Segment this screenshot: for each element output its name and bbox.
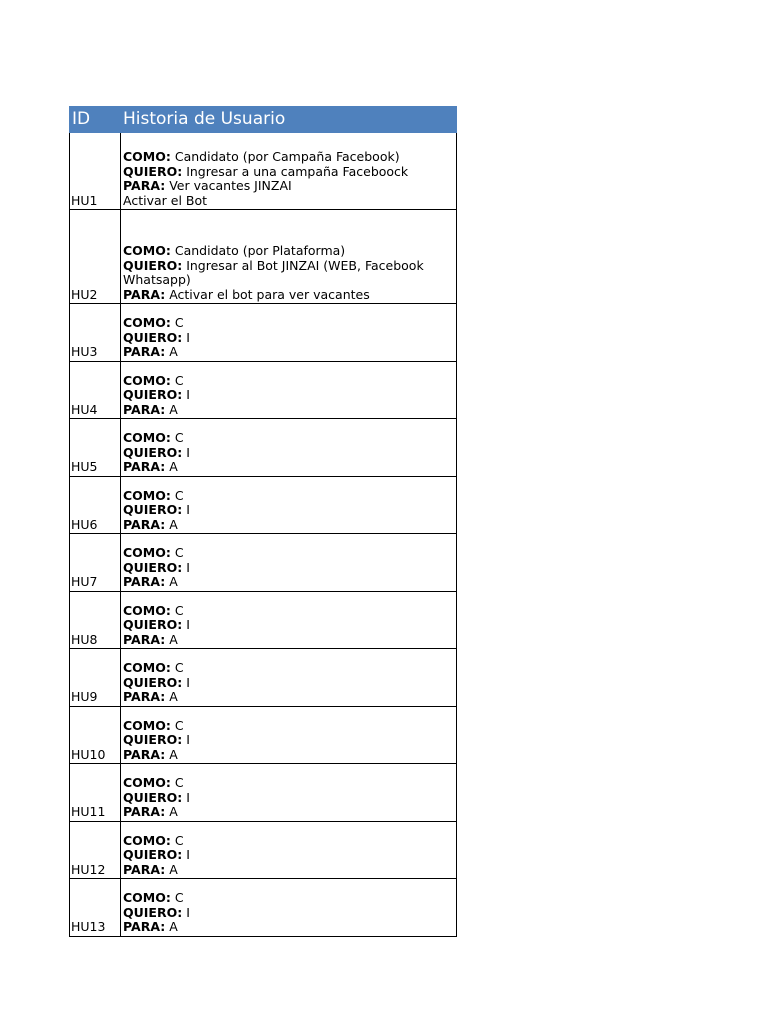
story-quiero-value: I bbox=[186, 904, 190, 920]
story-como-value: C bbox=[174, 832, 184, 848]
story-cell bbox=[121, 649, 457, 707]
row-id: HU4 bbox=[70, 361, 121, 419]
table-row bbox=[70, 210, 457, 304]
story-como-value: Candidato (por Campaña Facebook) bbox=[174, 149, 400, 164]
story-como-line bbox=[123, 489, 454, 504]
story-cell bbox=[121, 476, 457, 534]
story-para-line bbox=[123, 805, 454, 820]
story-quiero-value: I bbox=[186, 444, 190, 460]
story-para-value: A bbox=[169, 574, 178, 589]
story-quiero-line bbox=[123, 676, 454, 691]
story-quiero-line bbox=[123, 848, 454, 863]
story-como-value: Candidato (por Plataforma) bbox=[174, 243, 346, 258]
story-cell bbox=[121, 133, 457, 210]
story-como-label: COMO: bbox=[123, 660, 171, 675]
story-para-label: PARA: bbox=[123, 746, 166, 762]
story-quiero-label: QUIERO: bbox=[123, 329, 183, 345]
table-header-row bbox=[70, 107, 457, 133]
story-como-line bbox=[123, 244, 454, 259]
story-para-label: PARA: bbox=[123, 804, 166, 819]
row-id: HU6 bbox=[70, 476, 121, 534]
story-para-line bbox=[123, 345, 454, 360]
row-id: HU11 bbox=[70, 764, 121, 822]
story-como-line bbox=[123, 604, 454, 619]
story-como-line bbox=[123, 546, 454, 561]
story-quiero-line bbox=[123, 388, 454, 403]
story-quiero-line bbox=[123, 446, 454, 461]
story-como-line bbox=[123, 661, 454, 676]
story-para-value: A bbox=[169, 919, 178, 934]
story-quiero-line bbox=[123, 331, 454, 346]
story-para-line bbox=[123, 179, 454, 194]
story-como-value: C bbox=[174, 372, 184, 388]
story-para-label: PARA: bbox=[123, 689, 166, 704]
story-como-value: C bbox=[174, 890, 184, 905]
story-quiero-value: I bbox=[186, 617, 190, 632]
story-como-line bbox=[123, 776, 454, 791]
story-cell bbox=[121, 361, 457, 419]
story-para-value: A bbox=[169, 861, 178, 877]
story-para-line bbox=[123, 863, 454, 878]
story-quiero-label: QUIERO: bbox=[123, 502, 183, 517]
story-quiero-line bbox=[123, 259, 454, 288]
table-body bbox=[70, 133, 457, 937]
story-quiero-value: I bbox=[186, 502, 190, 517]
story-quiero-label: QUIERO: bbox=[123, 163, 183, 179]
story-para-value: A bbox=[169, 689, 178, 704]
story-como-label: COMO: bbox=[123, 832, 171, 848]
story-como-value: C bbox=[174, 775, 184, 790]
story-cell bbox=[121, 764, 457, 822]
row-id: HU2 bbox=[70, 210, 121, 304]
story-como-value: C bbox=[174, 315, 184, 330]
story-para-value: A bbox=[169, 459, 178, 474]
story-como-label: COMO: bbox=[123, 243, 171, 258]
story-como-line bbox=[123, 316, 454, 331]
story-quiero-value: I bbox=[186, 559, 190, 575]
story-para-value: A bbox=[169, 516, 178, 532]
story-como-label: COMO: bbox=[123, 717, 171, 733]
story-para-line bbox=[123, 288, 454, 303]
story-quiero-value: I bbox=[186, 789, 190, 805]
row-id: HU3 bbox=[70, 304, 121, 362]
story-quiero-line bbox=[123, 503, 454, 518]
table-row bbox=[70, 821, 457, 879]
story-quiero-value: I bbox=[186, 329, 190, 345]
story-como-line bbox=[123, 891, 454, 906]
story-como-label: COMO: bbox=[123, 890, 171, 905]
story-para-label: PARA: bbox=[123, 344, 166, 359]
table-row bbox=[70, 419, 457, 477]
story-para-label: PARA: bbox=[123, 631, 166, 647]
story-como-value: C bbox=[174, 717, 184, 733]
story-quiero-line bbox=[123, 733, 454, 748]
story-para-line bbox=[123, 403, 454, 418]
story-como-line bbox=[123, 431, 454, 446]
story-como-value: C bbox=[174, 545, 184, 560]
table-row bbox=[70, 534, 457, 592]
table-row bbox=[70, 706, 457, 764]
story-quiero-label: QUIERO: bbox=[123, 904, 183, 920]
table-row bbox=[70, 591, 457, 649]
story-quiero-value: I bbox=[186, 674, 190, 690]
story-quiero-value: Ingresar al Bot JINZAI (WEB, Facebook Whatsapp) bbox=[123, 257, 424, 287]
story-como-line bbox=[123, 834, 454, 849]
story-quiero-value: I bbox=[186, 387, 190, 402]
story-como-line bbox=[123, 719, 454, 734]
story-para-value: A bbox=[169, 344, 178, 359]
story-quiero-value: Ingresar a una campaña Faceboock bbox=[186, 163, 409, 179]
story-quiero-label: QUIERO: bbox=[123, 789, 183, 805]
story-para-label: PARA: bbox=[123, 516, 166, 532]
story-para-value: Activar el bot para ver vacantes bbox=[169, 286, 370, 302]
story-quiero-label: QUIERO: bbox=[123, 257, 183, 273]
story-como-label: COMO: bbox=[123, 775, 171, 790]
story-cell bbox=[121, 534, 457, 592]
table-row bbox=[70, 476, 457, 534]
story-como-label: COMO: bbox=[123, 149, 171, 164]
story-como-label: COMO: bbox=[123, 545, 171, 560]
table-row bbox=[70, 133, 457, 210]
story-para-line bbox=[123, 920, 454, 935]
user-stories-sheet bbox=[69, 106, 456, 937]
row-id: HU8 bbox=[70, 591, 121, 649]
story-como-value: C bbox=[174, 487, 184, 503]
story-para-line bbox=[123, 575, 454, 590]
row-id: HU1 bbox=[70, 133, 121, 210]
story-para-label: PARA: bbox=[123, 861, 166, 877]
story-cell bbox=[121, 879, 457, 937]
header-id: ID bbox=[70, 107, 121, 133]
story-cell bbox=[121, 821, 457, 879]
story-como-label: COMO: bbox=[123, 487, 171, 503]
row-id: HU7 bbox=[70, 534, 121, 592]
user-stories-table bbox=[69, 106, 457, 937]
story-como-label: COMO: bbox=[123, 372, 171, 388]
table-row bbox=[70, 879, 457, 937]
story-quiero-label: QUIERO: bbox=[123, 387, 183, 402]
story-quiero-line bbox=[123, 165, 454, 180]
story-quiero-label: QUIERO: bbox=[123, 617, 183, 632]
story-para-line bbox=[123, 460, 454, 475]
story-quiero-label: QUIERO: bbox=[123, 444, 183, 460]
story-quiero-label: QUIERO: bbox=[123, 847, 183, 862]
story-cell bbox=[121, 304, 457, 362]
story-como-label: COMO: bbox=[123, 430, 171, 445]
story-como-label: COMO: bbox=[123, 315, 171, 330]
story-para-value: A bbox=[169, 804, 178, 819]
row-id: HU10 bbox=[70, 706, 121, 764]
story-para-label: PARA: bbox=[123, 459, 166, 474]
story-para-label: PARA: bbox=[123, 574, 166, 589]
story-quiero-line bbox=[123, 906, 454, 921]
story-cell bbox=[121, 210, 457, 304]
story-para-line bbox=[123, 518, 454, 533]
story-para-value: A bbox=[169, 401, 178, 417]
story-quiero-value: I bbox=[186, 732, 190, 747]
story-cell bbox=[121, 419, 457, 477]
story-para-value: A bbox=[169, 631, 178, 647]
story-cell bbox=[121, 706, 457, 764]
table-row bbox=[70, 764, 457, 822]
story-extra-line: Activar el Bot bbox=[123, 192, 208, 208]
table-row bbox=[70, 361, 457, 419]
header-story: Historia de Usuario bbox=[121, 107, 457, 133]
row-id: HU12 bbox=[70, 821, 121, 879]
story-quiero-label: QUIERO: bbox=[123, 732, 183, 747]
story-como-value: C bbox=[174, 660, 184, 675]
row-id: HU13 bbox=[70, 879, 121, 937]
story-para-label: PARA: bbox=[123, 919, 166, 934]
table-row bbox=[70, 649, 457, 707]
story-quiero-value: I bbox=[186, 847, 190, 862]
story-quiero-label: QUIERO: bbox=[123, 559, 183, 575]
story-como-line bbox=[123, 374, 454, 389]
story-quiero-line bbox=[123, 618, 454, 633]
story-para-line bbox=[123, 633, 454, 648]
story-quiero-line bbox=[123, 791, 454, 806]
story-como-value: C bbox=[174, 430, 184, 445]
story-quiero-line bbox=[123, 561, 454, 576]
story-quiero-label: QUIERO: bbox=[123, 674, 183, 690]
row-id: HU5 bbox=[70, 419, 121, 477]
story-para-value: A bbox=[169, 746, 178, 762]
story-para-label: PARA: bbox=[123, 401, 166, 417]
story-para-line bbox=[123, 748, 454, 763]
story-como-line bbox=[123, 150, 454, 165]
story-para-value: Ver vacantes JINZAI bbox=[169, 178, 292, 193]
table-row bbox=[70, 304, 457, 362]
story-para-line bbox=[123, 690, 454, 705]
story-cell bbox=[121, 591, 457, 649]
story-para-label: PARA: bbox=[123, 178, 166, 193]
story-como-label: COMO: bbox=[123, 602, 171, 618]
story-para-label: PARA: bbox=[123, 286, 166, 302]
row-id: HU9 bbox=[70, 649, 121, 707]
story-como-value: C bbox=[174, 602, 184, 618]
